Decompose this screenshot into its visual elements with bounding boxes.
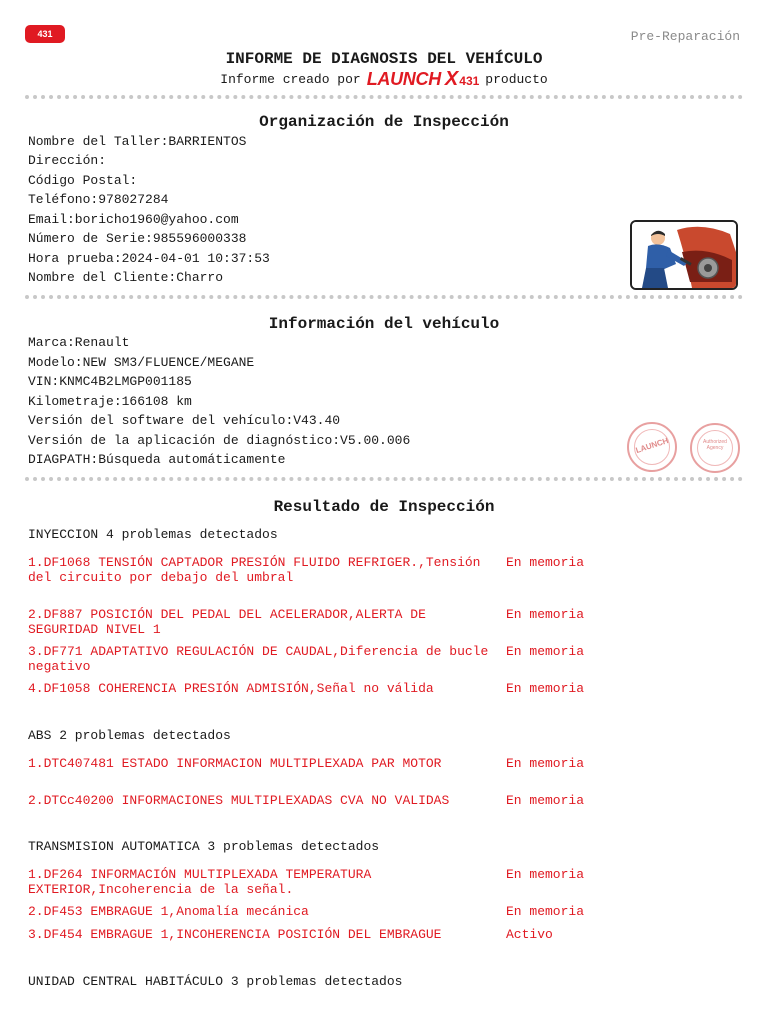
dtc-status: En memoria bbox=[506, 793, 585, 808]
field-marca: Marca:Renault bbox=[28, 335, 130, 350]
field-email: Email:boricho1960@yahoo.com bbox=[28, 212, 239, 227]
stamp-agency-text: Authorized Agency bbox=[703, 439, 727, 451]
field-codigo-postal: Código Postal: bbox=[28, 173, 138, 188]
group-heading-inyeccion: INYECCION 4 problemas detectados bbox=[28, 527, 278, 542]
dtc-item: 3.DF771 ADAPTATIVO REGULACIÓN DE CAUDAL,Diferencia de bucle negativo bbox=[28, 644, 489, 674]
group-heading-abs: ABS 2 problemas detectados bbox=[28, 728, 231, 743]
dtc-status: En memoria bbox=[506, 555, 585, 570]
section-title-resultado: Resultado de Inspección bbox=[273, 498, 495, 516]
dotted-divider bbox=[25, 295, 743, 299]
group-heading-transmision: TRANSMISION AUTOMATICA 3 problemas detectados bbox=[28, 839, 380, 854]
dtc-item: 2.DF453 EMBRAGUE 1,Anomalía mecánica bbox=[28, 904, 309, 919]
dtc-item: 1.DF264 INFORMACIÓN MULTIPLEXADA TEMPERATURA EXTERIOR,Incoherencia de la señal. bbox=[28, 867, 372, 897]
dtc-status: En memoria bbox=[506, 867, 585, 882]
dtc-status: En memoria bbox=[506, 904, 585, 919]
group-heading-unidad-central: UNIDAD CENTRAL HABITÁCULO 3 problemas detectados bbox=[28, 974, 403, 989]
dtc-status: Activo bbox=[506, 927, 553, 942]
launch-logo bbox=[367, 68, 480, 91]
launch-badge: 431 bbox=[25, 25, 65, 43]
field-version-aplicacion: Versión de la aplicación de diagnóstico:V5.00.006 bbox=[28, 433, 411, 448]
mechanic-illustration bbox=[632, 222, 736, 288]
dtc-status: En memoria bbox=[506, 756, 585, 771]
mechanic-image bbox=[630, 220, 738, 290]
dtc-status: En memoria bbox=[506, 681, 585, 696]
field-direccion: Dirección: bbox=[28, 153, 107, 168]
dtc-status: En memoria bbox=[506, 644, 585, 659]
launch-logo-x: X bbox=[444, 68, 459, 90]
subtitle-suffix: producto bbox=[485, 72, 548, 87]
report-title: INFORME DE DIAGNOSIS DEL VEHÍCULO bbox=[225, 50, 543, 68]
field-modelo: Modelo:NEW SM3/FLUENCE/MEGANE bbox=[28, 355, 255, 370]
subtitle-prefix: Informe creado por bbox=[220, 72, 361, 87]
field-vin: VIN:KNMC4B2LMGP001185 bbox=[28, 374, 192, 389]
authorized-agency-stamp bbox=[690, 423, 740, 473]
field-nombre-cliente: Nombre del Cliente:Charro bbox=[28, 270, 224, 285]
report-subtitle bbox=[0, 68, 768, 91]
dotted-divider bbox=[25, 477, 743, 481]
field-nombre-taller: Nombre del Taller:BARRIENTOS bbox=[28, 134, 247, 149]
dtc-item: 1.DF1068 TENSIÓN CAPTADOR PRESIÓN FLUIDO REFRIGER.,Tensión del circuito por debajo del umbral bbox=[28, 555, 481, 585]
dtc-item: 4.DF1058 COHERENCIA PRESIÓN ADMISIÓN,Señal no válida bbox=[28, 681, 434, 696]
pre-reparacion-label: Pre-Reparación bbox=[630, 29, 740, 44]
dtc-item: 3.DF454 EMBRAGUE 1,INCOHERENCIA POSICIÓN DEL EMBRAGUE bbox=[28, 927, 442, 942]
dtc-status: En memoria bbox=[506, 607, 585, 622]
field-numero-serie: Número de Serie:985596000338 bbox=[28, 231, 247, 246]
dotted-divider bbox=[25, 95, 743, 99]
launch-stamp bbox=[627, 422, 677, 472]
field-version-software: Versión del software del vehículo:V43.40 bbox=[28, 413, 341, 428]
field-kilometraje: Kilometraje:166108 km bbox=[28, 394, 192, 409]
dtc-item: 2.DF887 POSICIÓN DEL PEDAL DEL ACELERADOR,ALERTA DE SEGURIDAD NIVEL 1 bbox=[28, 607, 426, 637]
section-title-vehiculo: Información del vehículo bbox=[268, 315, 500, 333]
field-hora-prueba: Hora prueba:2024-04-01 10:37:53 bbox=[28, 251, 270, 266]
field-diagpath: DIAGPATH:Búsqueda automáticamente bbox=[28, 452, 286, 467]
field-telefono: Teléfono:978027284 bbox=[28, 192, 169, 207]
dtc-item: 2.DTCc40200 INFORMACIONES MULTIPLEXADAS CVA NO VALIDAS bbox=[28, 793, 450, 808]
launch-logo-number: 431 bbox=[459, 74, 480, 88]
launch-logo-text: LAUNCH bbox=[366, 69, 441, 89]
section-title-organizacion: Organización de Inspección bbox=[259, 113, 509, 131]
stamp-launch-text: LAUNCH bbox=[634, 436, 670, 455]
dtc-item: 1.DTC407481 ESTADO INFORMACION MULTIPLEXADA PAR MOTOR bbox=[28, 756, 442, 771]
